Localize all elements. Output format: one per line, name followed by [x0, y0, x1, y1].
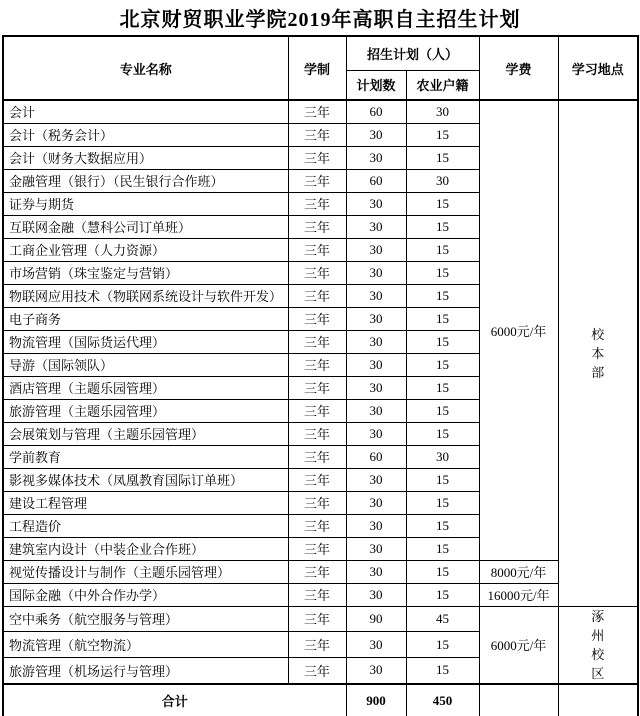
major-cell: 会展策划与管理（主题乐园管理） [3, 422, 288, 445]
header-major: 专业名称 [3, 36, 288, 100]
plan-cell: 30 [346, 399, 406, 422]
plan-cell: 60 [346, 445, 406, 468]
major-cell: 学前教育 [3, 445, 288, 468]
agri-cell: 45 [406, 606, 479, 632]
duration-cell: 三年 [288, 100, 346, 123]
table-row [3, 606, 638, 632]
agri-cell: 15 [406, 468, 479, 491]
location-zhuozhou-text: 涿州校区 [591, 608, 605, 681]
major-cell: 视觉传播设计与制作（主题乐园管理） [3, 560, 288, 583]
plan-cell: 30 [346, 192, 406, 215]
agri-cell: 15 [406, 376, 479, 399]
plan-cell: 30 [346, 658, 406, 684]
agri-cell: 30 [406, 169, 479, 192]
plan-cell: 30 [346, 146, 406, 169]
duration-cell: 三年 [288, 307, 346, 330]
duration-cell: 三年 [288, 658, 346, 684]
agri-cell: 15 [406, 422, 479, 445]
duration-cell: 三年 [288, 399, 346, 422]
plan-cell: 30 [346, 215, 406, 238]
plan-cell: 30 [346, 353, 406, 376]
major-cell: 旅游管理（主题乐园管理） [3, 399, 288, 422]
agri-cell: 15 [406, 192, 479, 215]
major-cell: 导游（国际领队） [3, 353, 288, 376]
agri-cell: 15 [406, 330, 479, 353]
plan-cell: 30 [346, 330, 406, 353]
major-cell: 会计 [3, 100, 288, 123]
enrollment-plan-table [2, 35, 639, 716]
major-cell: 市场营销（珠宝鉴定与营销） [3, 261, 288, 284]
duration-cell: 三年 [288, 353, 346, 376]
agri-cell: 15 [406, 583, 479, 606]
agri-cell: 15 [406, 307, 479, 330]
location-merged-main [558, 100, 638, 606]
duration-cell: 三年 [288, 422, 346, 445]
major-cell: 酒店管理（主题乐园管理） [3, 376, 288, 399]
plan-cell: 30 [346, 468, 406, 491]
header-agricultural: 农业户籍 [406, 70, 479, 100]
page-title: 北京财贸职业学院2019年高职自主招生计划 [119, 9, 521, 31]
header-plan-count: 计划数 [346, 70, 406, 100]
major-cell: 国际金融（中外合作办学） [3, 583, 288, 606]
duration-cell: 三年 [288, 123, 346, 146]
agri-cell: 15 [406, 123, 479, 146]
major-cell: 物联网应用技术（物联网系统设计与软件开发） [3, 284, 288, 307]
agri-cell: 15 [406, 537, 479, 560]
duration-cell: 三年 [288, 376, 346, 399]
major-cell: 电子商务 [3, 307, 288, 330]
total-label: 合计 [3, 684, 346, 716]
location-main-text: 校本部 [591, 326, 605, 380]
agri-cell: 15 [406, 353, 479, 376]
table-row [3, 560, 638, 583]
duration-cell: 三年 [288, 146, 346, 169]
header-row-1 [3, 36, 638, 70]
total-tuition-cell-empty [479, 684, 558, 716]
total-plan-cell: 900 [346, 684, 406, 716]
table-row [3, 583, 638, 606]
tuition-merged-zhuozhou: 6000元/年 [479, 606, 558, 684]
duration-cell: 三年 [288, 192, 346, 215]
agri-cell: 15 [406, 284, 479, 307]
duration-cell: 三年 [288, 238, 346, 261]
plan-cell: 30 [346, 261, 406, 284]
plan-cell: 90 [346, 606, 406, 632]
major-cell: 会计（财务大数据应用） [3, 146, 288, 169]
total-agri-cell: 450 [406, 684, 479, 716]
plan-cell: 30 [346, 560, 406, 583]
header-tuition: 学费 [479, 36, 558, 100]
duration-cell: 三年 [288, 537, 346, 560]
duration-cell: 三年 [288, 583, 346, 606]
duration-cell: 三年 [288, 632, 346, 658]
major-cell: 物流管理（航空物流） [3, 632, 288, 658]
total-location-cell-empty [558, 684, 638, 716]
agri-cell: 15 [406, 399, 479, 422]
duration-cell: 三年 [288, 215, 346, 238]
duration-cell: 三年 [288, 491, 346, 514]
header-duration: 学制 [288, 36, 346, 100]
tuition-merged-main: 6000元/年 [479, 100, 558, 560]
plan-cell: 30 [346, 238, 406, 261]
agri-cell: 15 [406, 560, 479, 583]
plan-cell: 30 [346, 307, 406, 330]
header-location: 学习地点 [558, 36, 638, 100]
agri-cell: 15 [406, 238, 479, 261]
plan-cell: 30 [346, 537, 406, 560]
major-cell: 物流管理（国际货运代理） [3, 330, 288, 353]
table-row [3, 100, 638, 123]
tuition-cell-intl: 16000元/年 [479, 583, 558, 606]
plan-cell: 30 [346, 583, 406, 606]
duration-cell: 三年 [288, 514, 346, 537]
total-row [3, 684, 638, 716]
plan-cell: 30 [346, 123, 406, 146]
header-plan-group: 招生计划（人） [346, 36, 479, 70]
major-cell: 建设工程管理 [3, 491, 288, 514]
major-cell: 影视多媒体技术（凤凰教育国际订单班） [3, 468, 288, 491]
major-cell: 空中乘务（航空服务与管理） [3, 606, 288, 632]
tuition-cell-visual: 8000元/年 [479, 560, 558, 583]
major-cell: 建筑室内设计（中装企业合作班） [3, 537, 288, 560]
major-cell: 旅游管理（机场运行与管理） [3, 658, 288, 684]
major-cell: 互联网金融（慧科公司订单班） [3, 215, 288, 238]
agri-cell: 30 [406, 100, 479, 123]
major-cell: 会计（税务会计） [3, 123, 288, 146]
agri-cell: 15 [406, 514, 479, 537]
plan-cell: 30 [346, 491, 406, 514]
plan-cell: 30 [346, 514, 406, 537]
plan-cell: 30 [346, 284, 406, 307]
agri-cell: 30 [406, 445, 479, 468]
duration-cell: 三年 [288, 169, 346, 192]
agri-cell: 15 [406, 215, 479, 238]
agri-cell: 15 [406, 658, 479, 684]
major-cell: 金融管理（银行）（民生银行合作班） [3, 169, 288, 192]
duration-cell: 三年 [288, 560, 346, 583]
agri-cell: 15 [406, 146, 479, 169]
major-cell: 工程造价 [3, 514, 288, 537]
major-cell: 证券与期货 [3, 192, 288, 215]
plan-cell: 60 [346, 100, 406, 123]
duration-cell: 三年 [288, 445, 346, 468]
major-cell: 工商企业管理（人力资源） [3, 238, 288, 261]
agri-cell: 15 [406, 261, 479, 284]
plan-cell: 60 [346, 169, 406, 192]
duration-cell: 三年 [288, 468, 346, 491]
plan-cell: 30 [346, 422, 406, 445]
duration-cell: 三年 [288, 261, 346, 284]
agri-cell: 15 [406, 632, 479, 658]
location-merged-zhuozhou [558, 606, 638, 684]
plan-cell: 30 [346, 376, 406, 399]
plan-cell: 30 [346, 632, 406, 658]
duration-cell: 三年 [288, 606, 346, 632]
duration-cell: 三年 [288, 330, 346, 353]
agri-cell: 15 [406, 491, 479, 514]
duration-cell: 三年 [288, 284, 346, 307]
